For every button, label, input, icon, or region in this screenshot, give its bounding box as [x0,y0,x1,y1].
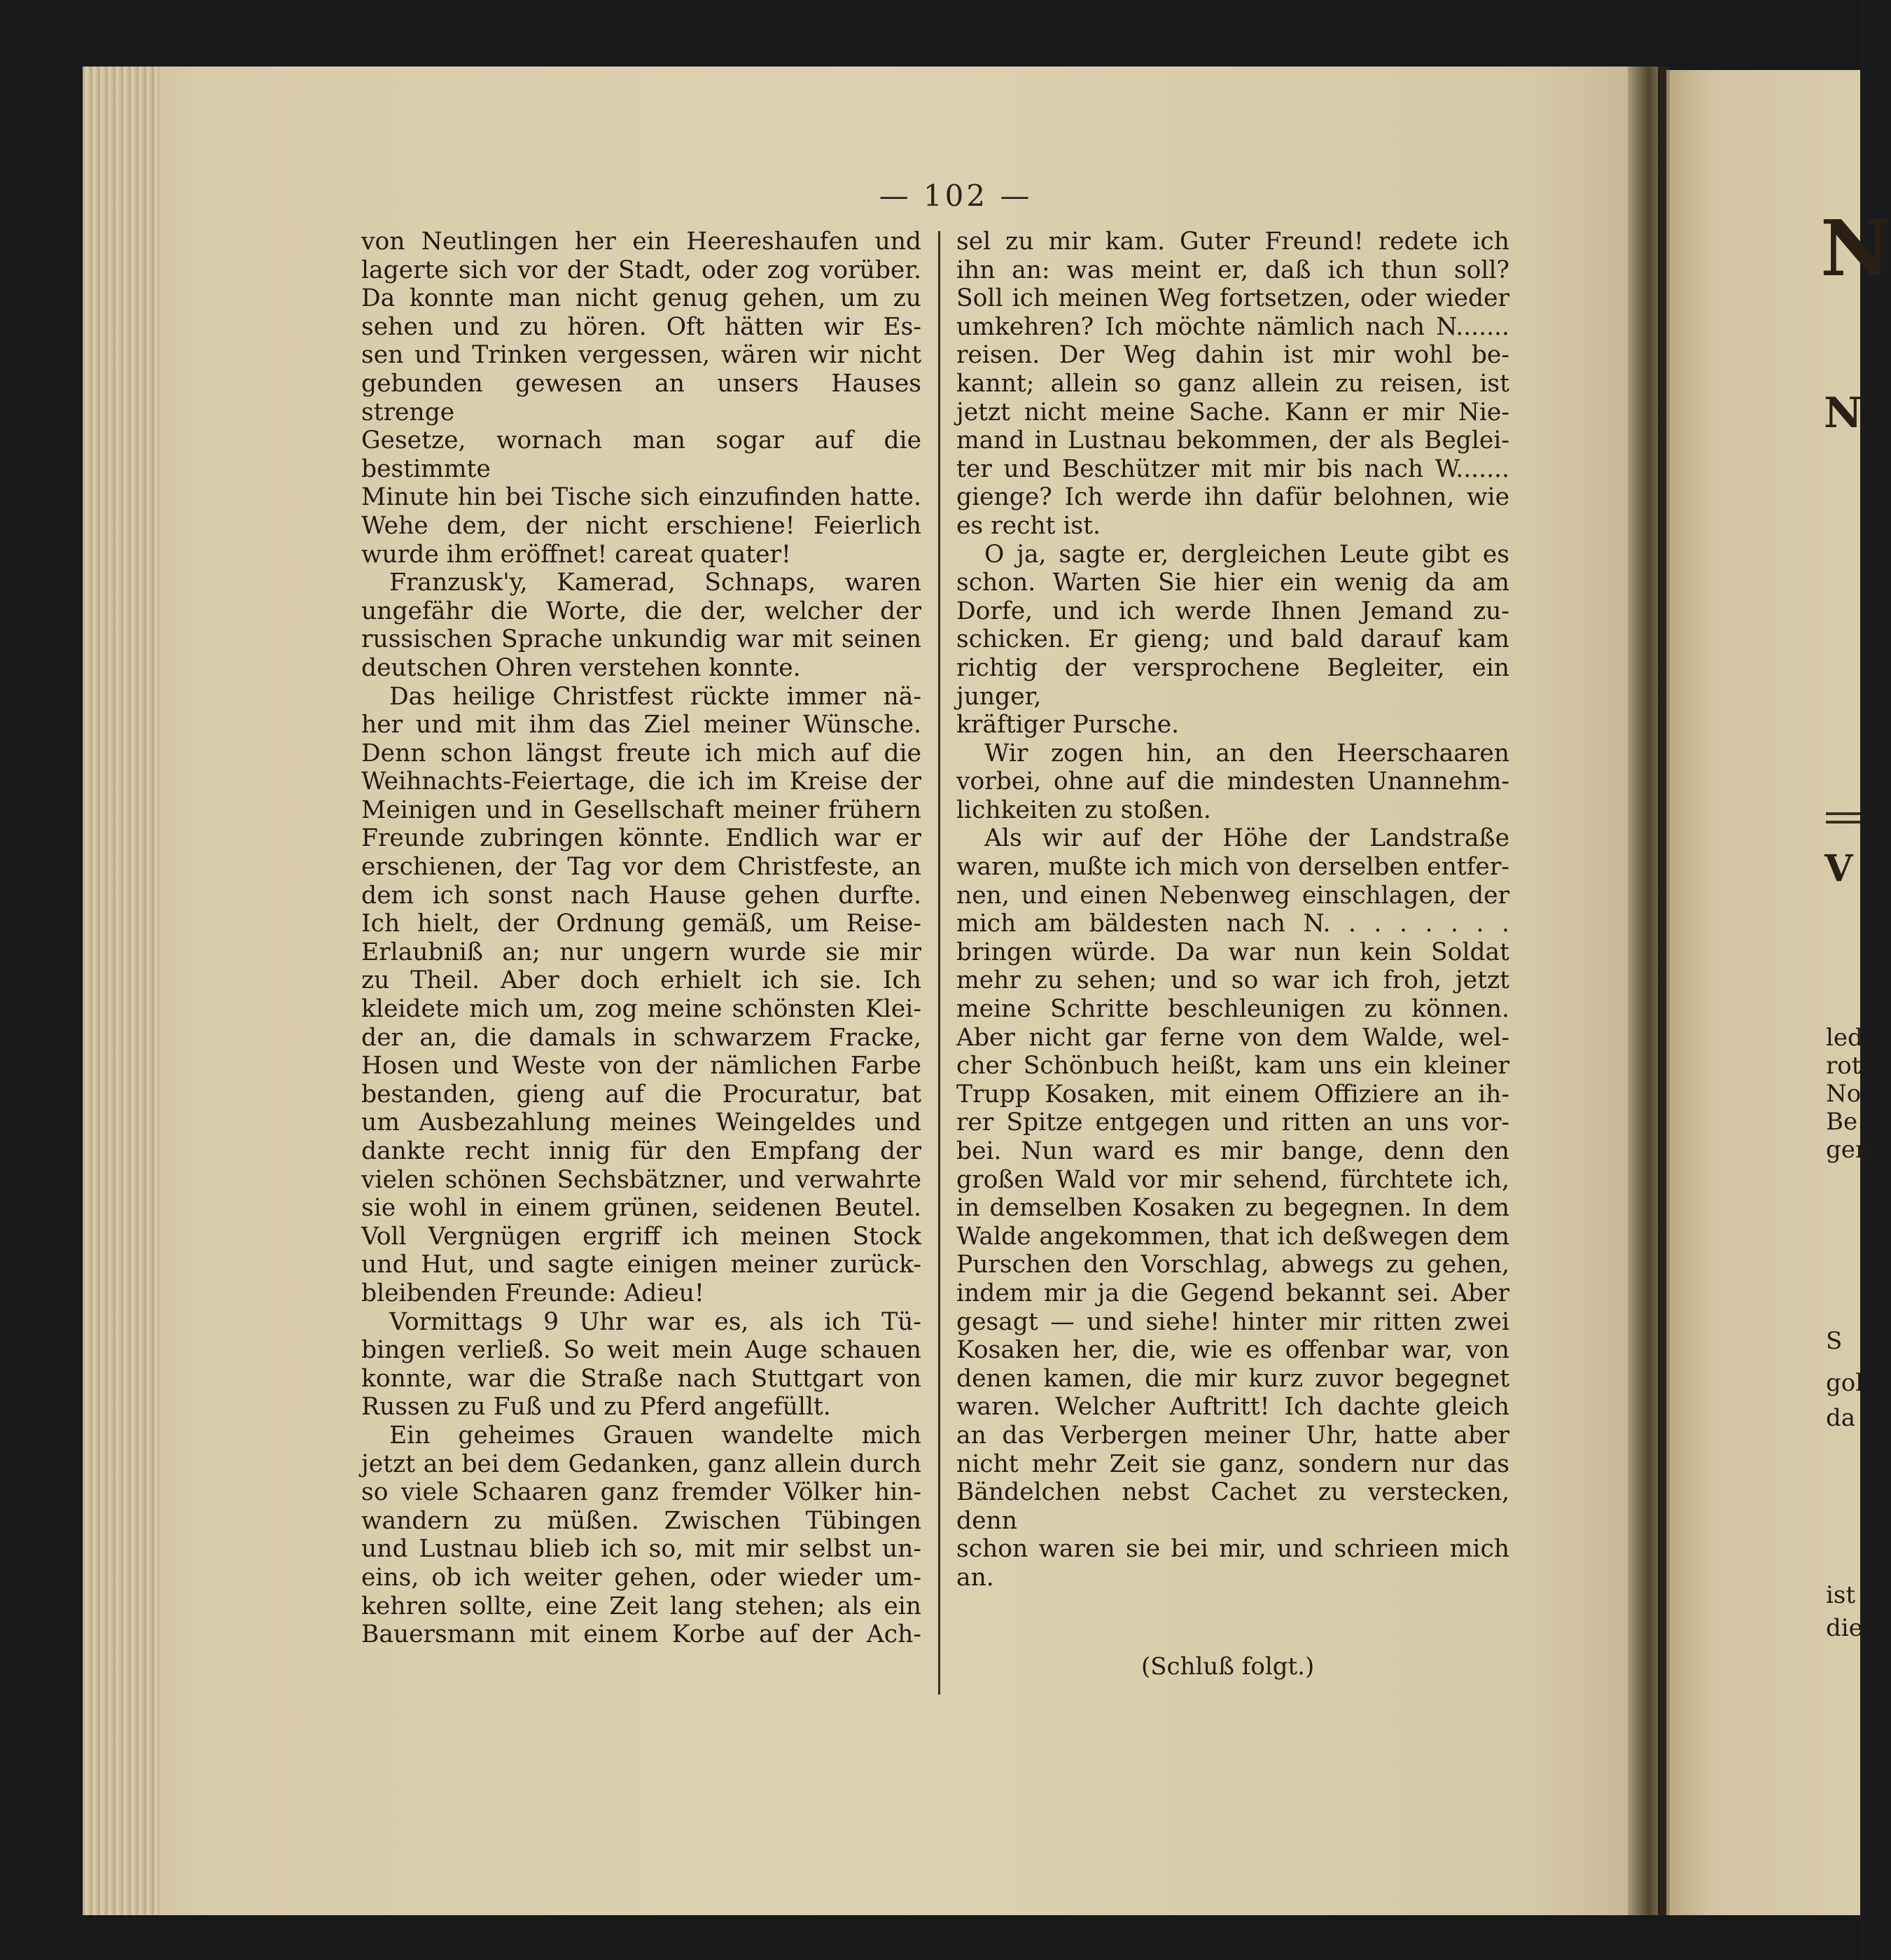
text-line: Wehe dem, der nicht erschiene! Feierlich [361,511,921,540]
text-line: kleidete mich um, zog meine schönsten Klei- [361,995,921,1024]
text-line: schon waren sie bei mir, und schrieen mich [956,1535,1509,1564]
text-line: mich am bäldesten nach N. . . . . . . . [956,910,1509,938]
text-line: an. [956,1563,994,1592]
text-line: sehen und zu hören. Oft hätten wir Es- [361,312,921,341]
text-line: denen kamen, die mir kurz zuvor begegnet [956,1364,1509,1393]
text-line: Bändelchen nebst Cachet zu verstecken, denn [956,1478,1509,1535]
text-line: Gesetze, wornach man sogar auf die bestimmte [361,426,921,483]
text-line: wurde ihm eröffnet! careat quater! [361,540,791,569]
facing-page-fragment: da [1826,1404,1856,1432]
text-line: Das heilige Christfest rückte immer nä- [389,682,921,711]
text-line: kräftiger Pursche. [956,711,1180,739]
facing-page-fragment: V [1824,847,1853,890]
text-line: bingen verließ. So weit mein Auge schauen [361,1336,921,1365]
text-line: eins, ob ich weiter gehen, oder wieder um- [361,1563,921,1592]
text-line: O ja, sagte er, dergleichen Leute gibt es [984,540,1509,569]
text-line: Hosen und Weste von der nämlichen Farbe [361,1052,921,1080]
text-line: Voll Vergnügen ergriff ich meinen Stock [361,1222,921,1251]
text-line: der an, die damals in schwarzem Fracke, [361,1023,921,1052]
text-line: Freunde zubringen könnte. Endlich war er [361,824,921,853]
text-line: wandern zu müßen. Zwischen Tübingen [361,1506,921,1535]
text-line: Minute hin bei Tische sich einzufinden hatte. [361,483,921,512]
book-gutter [1628,67,1670,1915]
text-line: Aber nicht gar ferne von dem Walde, wel- [956,1023,1509,1052]
text-line: gebunden gewesen an unsers Hauses strenge [361,369,921,426]
text-line: Meinigen und in Gesellschaft meiner frühern [361,795,921,824]
text-line: schicken. Er gieng; und bald darauf kam [956,625,1509,654]
facing-page-rule [1826,812,1860,815]
text-line: gienge? Ich werde ihn dafür belohnen, wie [956,483,1509,512]
text-line: Ein geheimes Grauen wandelte mich [389,1421,921,1450]
text-line: Weihnachts-Feiertage, die ich im Kreise der [361,767,921,796]
text-line: Vormittags 9 Uhr war es, als ich Tü- [389,1307,921,1336]
left-text-column [361,228,921,1649]
facing-page-fragment: led [1826,1024,1863,1052]
text-line: richtig der versprochene Begleiter, ein junger, [956,653,1509,711]
text-line: meine Schritte beschleunigen zu können. [956,995,1509,1024]
text-line: konnte, war die Straße nach Stuttgart von [361,1364,921,1393]
text-line: und Lustnau blieb ich so, mit mir selbst un- [361,1535,921,1564]
column-divider [938,231,940,1695]
facing-page-rule [1826,821,1860,823]
text-line: kehren sollte, eine Zeit lang stehen; als ein [361,1592,921,1620]
to-be-continued-note: (Schluß folgt.) [1141,1653,1315,1681]
text-line: cher Schönbuch heißt, kam uns ein kleiner [956,1052,1509,1080]
text-line: Erlaubniß an; nur ungern wurde sie mir [361,938,921,966]
text-line: es recht ist. [956,511,1101,540]
text-line: bleibenden Freunde: Adieu! [361,1279,704,1307]
text-line: Trupp Kosaken, mit einem Offiziere an ih- [956,1080,1509,1108]
text-line: mand in Lustnau bekommen, der als Beglei- [956,426,1509,455]
text-line: ungefähr die Worte, die der, welcher der [361,597,921,625]
text-line: jetzt an bei dem Gedanken, ganz allein durch [361,1450,921,1478]
text-line: Walde angekommen, that ich deßwegen dem [956,1222,1509,1251]
page-number: — 102 — [879,179,1033,213]
text-line: umkehren? Ich möchte nämlich nach N....... [956,312,1509,341]
text-line: vorbei, ohne auf die mindesten Unannehm- [956,767,1509,796]
text-line: lagerte sich vor der Stadt, oder zog vorüber. [361,256,921,284]
text-line: Wir zogen hin, an den Heerschaaren [984,739,1509,767]
text-line: waren, mußte ich mich von derselben entfer- [956,853,1509,882]
facing-page-fragment: gol [1826,1369,1864,1397]
text-line: dankte recht innig für den Empfang der [361,1137,921,1165]
text-line: deutschen Ohren verstehen konnte. [361,653,801,682]
text-line: erschienen, der Tag vor dem Christfeste, an [361,853,921,882]
text-line: bei. Nun ward es mir bange, denn den [956,1137,1509,1165]
text-line: indem mir ja die Gegend bekannt sei. Aber [956,1279,1509,1307]
text-line: von Neutlingen her ein Heereshaufen und [361,228,921,256]
text-line: schon. Warten Sie hier ein wenig da am [956,569,1509,597]
text-line: so viele Schaaren ganz fremder Völker hin- [361,1478,921,1507]
facing-page-fragment: ist [1826,1581,1855,1609]
text-line: dem ich sonst nach Hause gehen durfte. [361,881,921,910]
facing-page-fragment: Be [1826,1108,1858,1136]
text-line: Kosaken her, die, wie es offenbar war, von [956,1336,1509,1365]
text-line: an das Verbergen meiner Uhr, hatte aber [956,1421,1509,1450]
text-line: rer Spitze entgegen und ritten an uns vor- [956,1108,1509,1137]
text-line: sen und Trinken vergessen, wären wir nicht [361,341,921,370]
text-line: Als wir auf der Höhe der Landstraße [984,824,1509,853]
text-line: lichkeiten zu stoßen. [956,795,1211,824]
facing-page-fragment: No [1826,1080,1862,1108]
text-line: waren. Welcher Auftritt! Ich dachte gleich [956,1393,1509,1422]
text-line: zu Theil. Aber doch erhielt ich sie. Ich [361,966,921,995]
facing-page-fragment: N [1824,389,1862,438]
text-line: sel zu mir kam. Guter Freund! redete ich [956,228,1509,256]
text-line: bestanden, gieng auf die Procuratur, bat [361,1080,921,1108]
right-text-column [956,228,1509,1592]
text-line: Purschen den Vorschlag, abwegs zu gehen, [956,1251,1509,1279]
text-line: Da konnte man nicht genug gehen, um zu [361,284,921,313]
text-line: jetzt nicht meine Sache. Kann er mir Nie- [956,398,1509,426]
text-line: reisen. Der Weg dahin ist mir wohl be- [956,341,1509,370]
text-line: Ich hielt, der Ordnung gemäß, um Reise- [361,910,921,938]
text-line: gesagt — und siehe! hinter mir ritten zwei [956,1307,1509,1336]
facing-page-fragment: die [1826,1614,1863,1642]
facing-page-fragment: gen [1826,1136,1871,1164]
text-line: sie wohl in einem grünen, seidenen Beutel. [361,1194,921,1223]
text-line: her und mit ihm das Ziel meiner Wünsche. [361,711,921,739]
text-line: Russen zu Fuß und zu Pferd angefüllt. [361,1393,831,1422]
text-line: um Ausbezahlung meines Weingeldes und [361,1108,921,1137]
facing-page-fragment: N [1820,203,1891,293]
text-line: russischen Sprache unkundig war mit seinen [361,625,921,654]
text-line: nicht mehr Zeit sie ganz, sondern nur das [956,1450,1509,1478]
facing-page-fragment: S [1826,1327,1843,1355]
text-line: Franzusk'y, Kamerad, Schnaps, waren [389,569,921,597]
text-line: und Hut, und sagte einigen meiner zurück- [361,1251,921,1279]
text-line: Dorfe, und ich werde Ihnen Jemand zu- [956,597,1509,625]
text-line: Soll ich meinen Weg fortsetzen, oder wieder [956,284,1509,313]
text-line: kannt; allein so ganz allein zu reisen, ist [956,369,1509,398]
text-line: mehr zu sehen; und so war ich froh, jetzt [956,966,1509,995]
text-line: in demselben Kosaken zu begegnen. In dem [956,1194,1509,1223]
text-line: nen, und einen Nebenweg einschlagen, der [956,881,1509,910]
text-line: ihn an: was meint er, daß ich thun soll? [956,256,1509,284]
page-edges [83,67,160,1915]
text-line: bringen würde. Da war nun kein Soldat [956,938,1509,966]
text-line: großen Wald vor mir sehend, fürchtete ich, [956,1165,1509,1194]
text-line: Bauersmann mit einem Korbe auf der Ach- [361,1620,921,1649]
text-line: Denn schon längst freute ich mich auf die [361,739,921,767]
text-line: ter und Beschützer mit mir bis nach W....... [956,454,1509,483]
facing-page-fragment: rot [1826,1052,1862,1080]
text-line: vielen schönen Sechsbätzner, und verwahrte [361,1165,921,1194]
